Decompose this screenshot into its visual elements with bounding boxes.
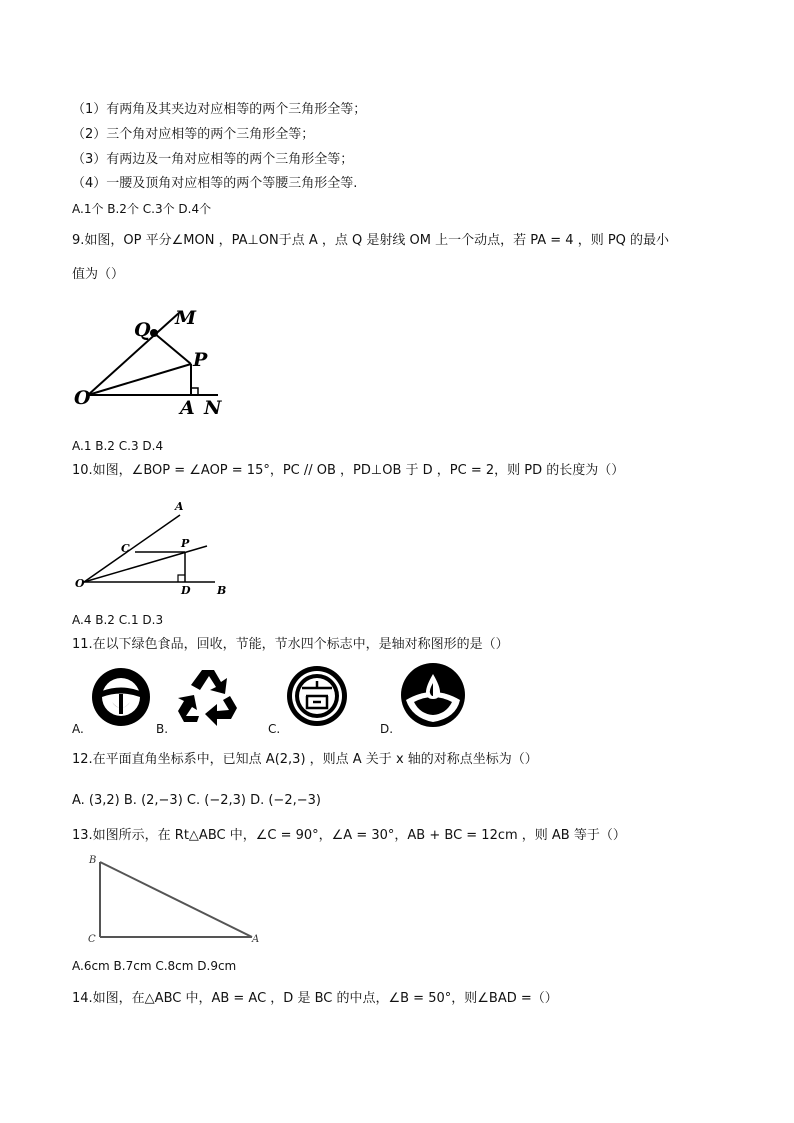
label-c: C	[121, 542, 130, 555]
label-d: D	[181, 584, 191, 597]
statement-3: （3）有两边及一角对应相等的两个三角形全等；	[72, 152, 354, 167]
side-ab	[100, 862, 252, 937]
q11-stem: 11.在以下绿色食品，回收，节能，节水四个标志中，是轴对称图形的是（）	[72, 637, 509, 652]
q14-stem: 14.如图，在△ABC 中，AB = AC ，D 是 BC 的中点，∠B = 50°，则∠BAD =（）	[72, 991, 558, 1006]
q12-options: A. (3,2) B. (2,−3) C. (−2,3) D. (−2,−3)	[72, 793, 321, 808]
option-label-c: C.	[268, 722, 281, 736]
label-a: A	[252, 934, 260, 945]
q9-figure	[72, 300, 242, 420]
q13-options: A.6cm B.7cm C.8cm D.9cm	[72, 959, 237, 973]
q13-figure	[80, 852, 280, 952]
label-o: O	[74, 387, 91, 409]
ray-oa	[84, 515, 180, 582]
option-label-a: A.	[72, 722, 84, 736]
label-c: C	[88, 934, 96, 945]
label-a: A	[175, 500, 184, 513]
q9-stem-line2: 值为（）	[72, 267, 125, 282]
label-a: A	[180, 397, 195, 419]
option-label-b: B.	[156, 722, 169, 736]
statement-2: （2）三个角对应相等的两个三角形全等；	[72, 127, 315, 142]
q13-stem: 13.如图所示，在 Rt△ABC 中，∠C = 90°，∠A = 30°，AB + BC = 12cm ，则 AB 等于（）	[72, 828, 626, 843]
label-p: P	[181, 537, 190, 550]
q11-logo-row	[72, 666, 492, 746]
recycling-logo	[175, 666, 241, 728]
q8-options: A.1个 B.2个 C.3个 D.4个	[72, 202, 212, 216]
right-angle-mark	[178, 575, 185, 582]
label-b: B	[89, 855, 97, 866]
right-angle-mark	[191, 388, 198, 395]
statement-4: （4）一腰及顶角对应相等的两个等腰三角形全等.	[72, 176, 358, 191]
segment-op	[88, 364, 191, 395]
green-food-logo	[90, 666, 152, 728]
water-saving-logo	[400, 662, 466, 728]
statement-1: （1）有两角及其夹边对应相等的两个三角形全等；	[72, 102, 367, 117]
label-q: Q	[134, 319, 151, 341]
label-p: P	[193, 349, 208, 371]
q10-figure	[72, 496, 242, 606]
q9-options: A.1 B.2 C.3 D.4	[72, 439, 164, 453]
q10-stem: 10.如图，∠BOP = ∠AOP = 15°，PC // OB ，PD⊥OB 于 D ，PC = 2，则 PD 的长度为（）	[72, 463, 625, 478]
label-b: B	[217, 584, 227, 597]
label-m: M	[175, 307, 197, 329]
label-o: O	[75, 577, 85, 590]
energy-saving-logo	[285, 664, 349, 728]
point-q	[150, 329, 158, 337]
q10-options: A.4 B.2 C.1 D.3	[72, 613, 164, 627]
q9-stem-line1: 9.如图，OP 平分∠MON ，PA⊥ON于点 A ，点 Q 是射线 OM 上一个动点，若 PA = 4 ，则 PQ 的最小	[72, 233, 670, 248]
segment-qp	[154, 333, 191, 364]
option-label-d: D.	[380, 722, 394, 736]
label-n: N	[204, 397, 222, 419]
q12-stem: 12.在平面直角坐标系中，已知点 A(2,3) ，则点 A 关于 x 轴的对称点坐标为（）	[72, 752, 538, 767]
